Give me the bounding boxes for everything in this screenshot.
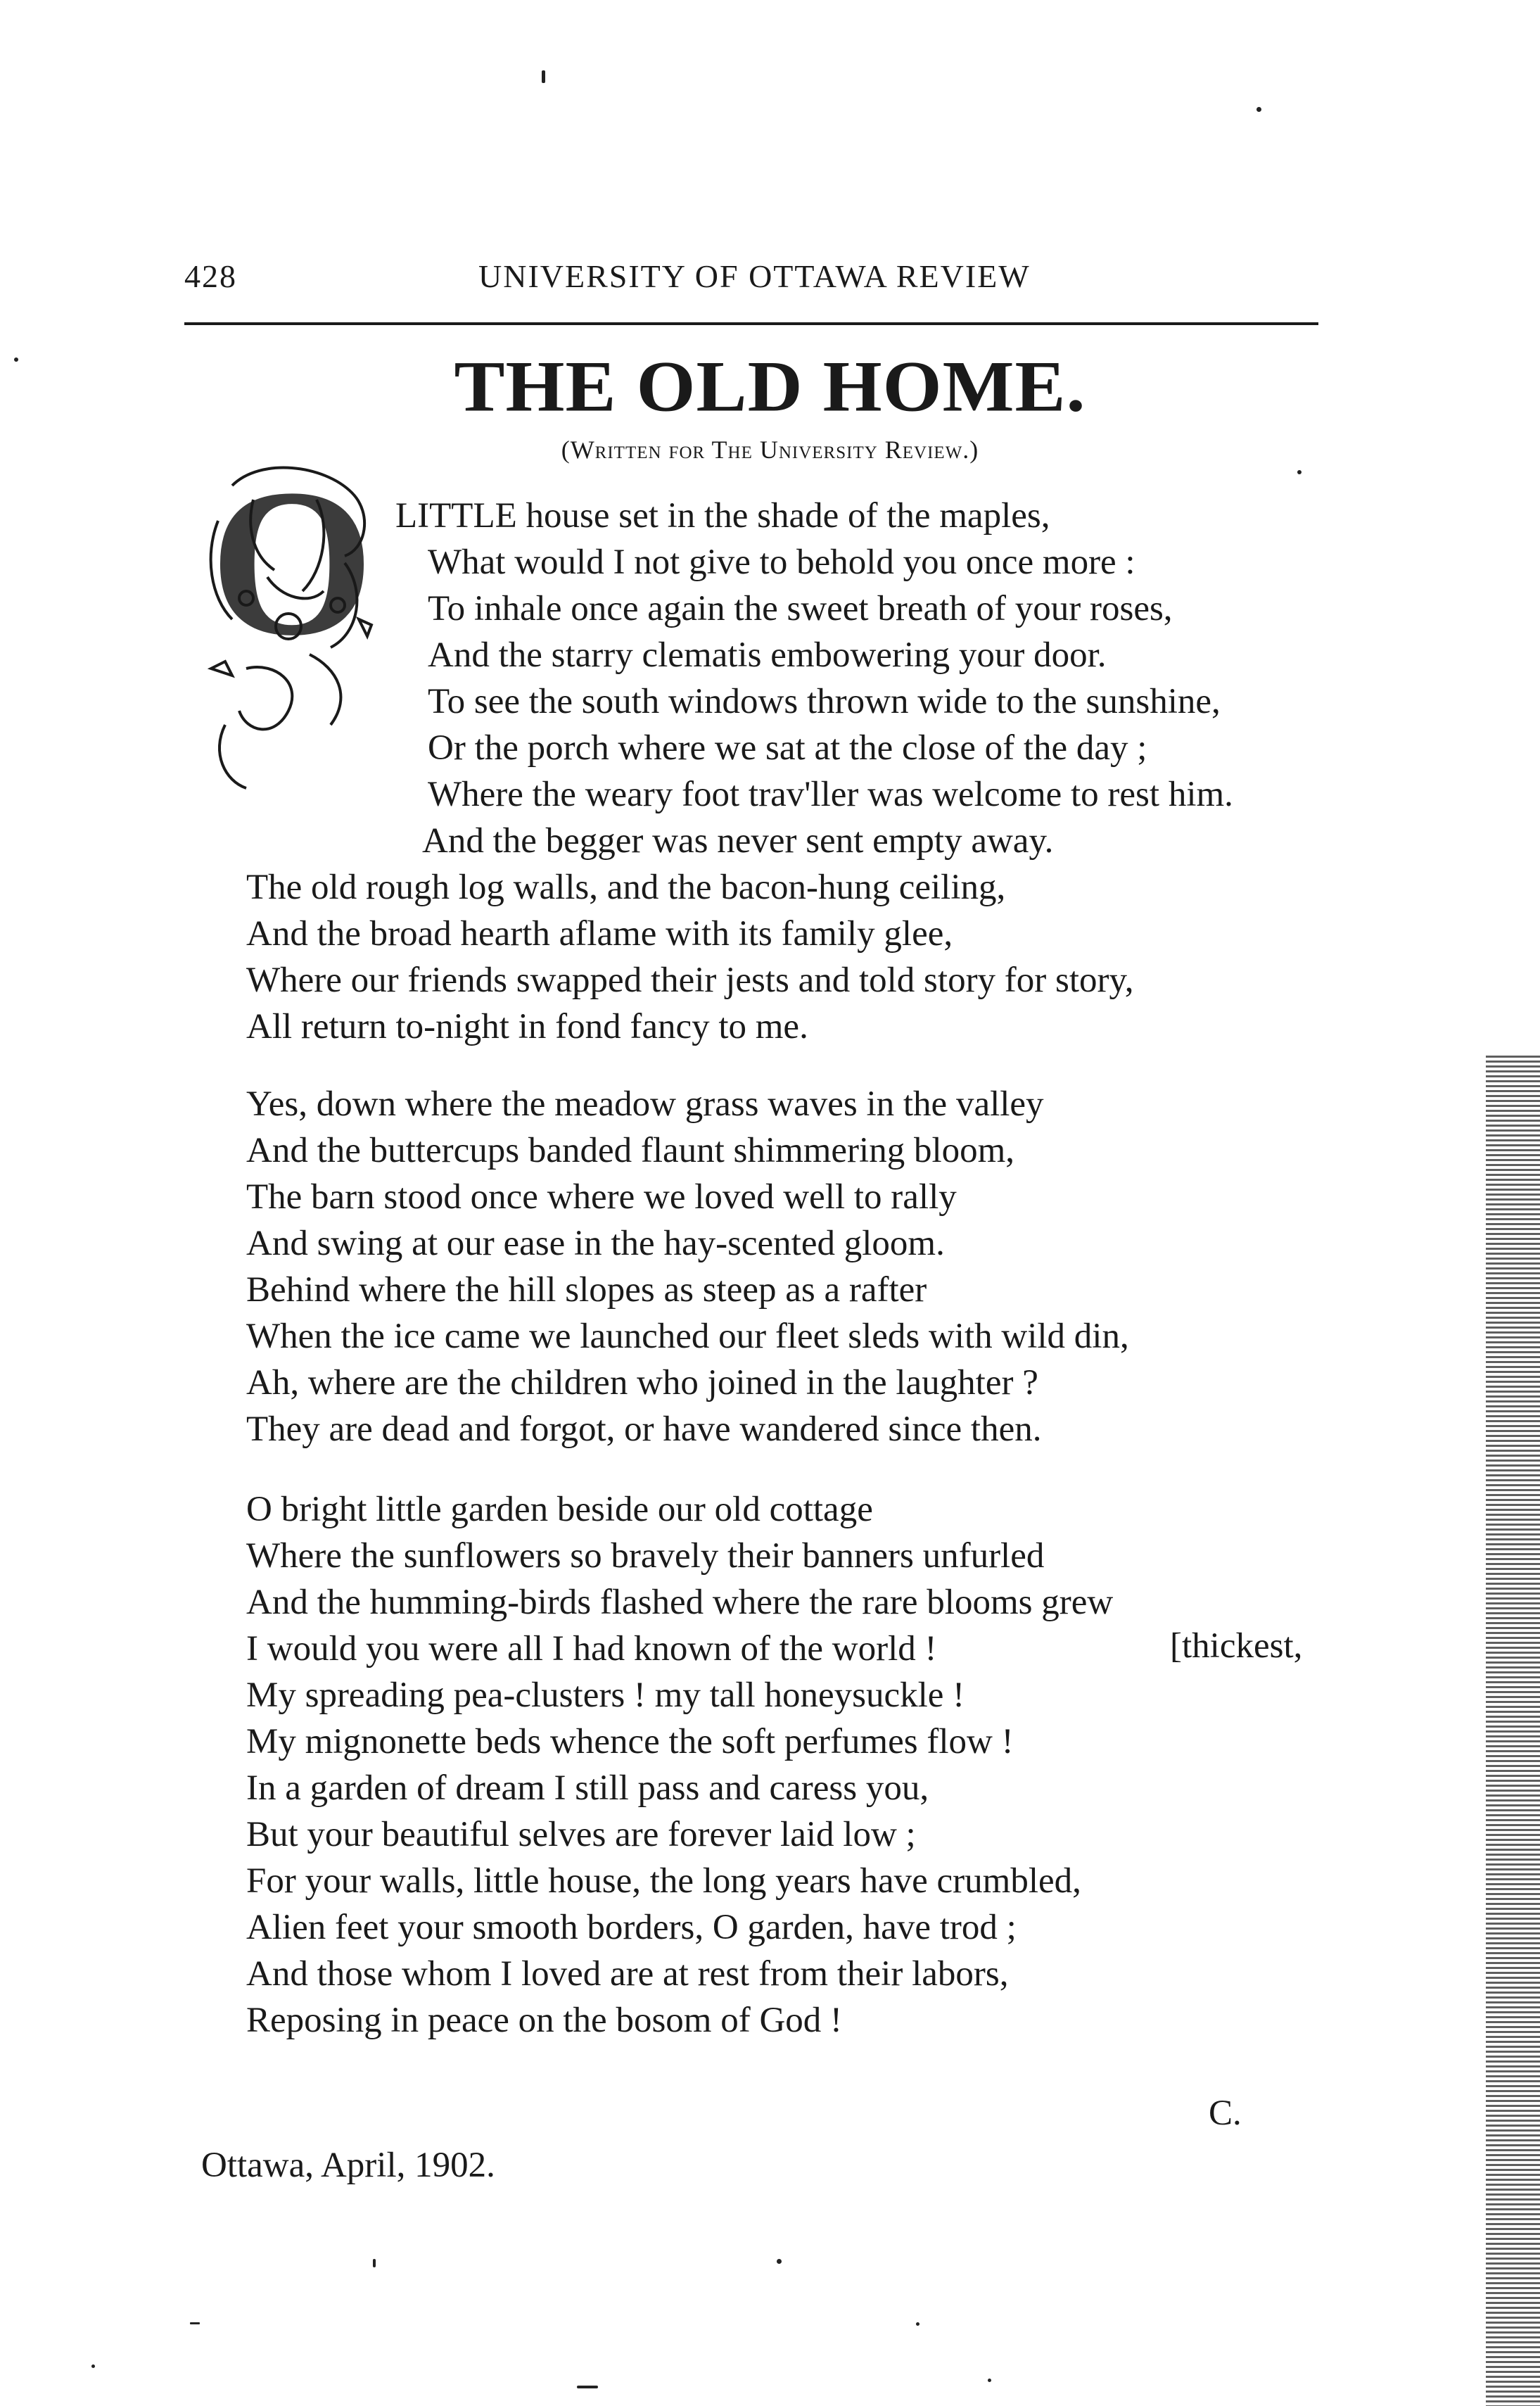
poem-line: And the starry clematis embowering your door. xyxy=(428,635,1107,675)
poem-line: And the begger was never sent empty away. xyxy=(422,821,1054,861)
scan-speck xyxy=(1256,107,1261,112)
turnover-word: [thickest, xyxy=(1170,1626,1303,1666)
poem-line: And the broad hearth aflame with its family glee, xyxy=(246,914,953,954)
scan-speck xyxy=(777,2259,782,2264)
poem-line: LITTLE house set in the shade of the maples, xyxy=(395,496,1050,536)
poem-line: Behind where the hill slopes as steep as a rafter xyxy=(246,1270,927,1310)
poem-line: All return to-night in fond fancy to me. xyxy=(246,1007,808,1046)
poem-line: For your walls, little house, the long years have crumbled, xyxy=(246,1861,1081,1901)
scan-speck xyxy=(91,2364,95,2368)
stanza-1 xyxy=(0,493,1233,1050)
scan-speck xyxy=(916,2322,919,2326)
poem-line: And those whom I loved are at rest from their labors, xyxy=(246,1954,1009,1994)
poem-line: Reposing in peace on the bosom of God ! xyxy=(246,2001,843,2040)
poem-line: What would I not give to behold you once more : xyxy=(428,543,1135,582)
stanza-2 xyxy=(246,1081,1129,1452)
poem-line: I would you were all I had known of the world ! xyxy=(246,1629,937,1669)
poem-line: O bright little garden beside our old cottage xyxy=(246,1490,873,1529)
poem-line: Where the weary foot trav'ller was welcome to rest him. xyxy=(428,775,1233,814)
poem-line: My spreading pea-clusters ! my tall honeysuckle ! xyxy=(246,1676,965,1715)
poem-line: And the humming-birds flashed where the rare blooms grew xyxy=(246,1583,1114,1622)
poem-line: My mignonette beds whence the soft perfumes flow ! xyxy=(246,1722,1014,1761)
stanza-3 xyxy=(246,1486,1113,2044)
scan-speck xyxy=(988,2379,991,2382)
poem-title: THE OLD HOME. xyxy=(454,347,1086,427)
poem-line: The barn stood once where we loved well to rally xyxy=(246,1177,957,1217)
poem-line: Yes, down where the meadow grass waves in the valley xyxy=(246,1084,1044,1124)
drop-cap-letter: O xyxy=(210,457,374,679)
poem-line: And the buttercups banded flaunt shimmering bloom, xyxy=(246,1131,1015,1170)
poem-line: In a garden of dream I still pass and caress you, xyxy=(246,1768,929,1808)
author-signature: C. xyxy=(1209,2094,1242,2133)
poem-line: Where the sunflowers so bravely their banners unfurled xyxy=(246,1536,1045,1576)
poem-line: The old rough log walls, and the bacon-hung ceiling, xyxy=(246,868,1006,907)
dateline: Ottawa, April, 1902. xyxy=(201,2146,495,2185)
poem-line: Or the porch where we sat at the close of the day ; xyxy=(428,728,1147,768)
poem-line: They are dead and forgot, or have wandered since then. xyxy=(246,1410,1042,1449)
running-head: UNIVERSITY OF OTTAWA REVIEW xyxy=(478,258,1031,294)
poem-line: And swing at our ease in the hay-scented gloom. xyxy=(246,1224,945,1263)
scan-speck xyxy=(542,70,545,83)
poem-line: To see the south windows thrown wide to the sunshine, xyxy=(428,682,1221,721)
poem-subtitle: (Written for The University Review.) xyxy=(561,436,979,464)
page-number: 428 xyxy=(184,258,237,294)
scanned-margin-edge xyxy=(1486,1056,1540,2406)
poem-line: Alien feet your smooth borders, O garden, have trod ; xyxy=(246,1908,1017,1947)
scan-speck xyxy=(14,357,18,362)
poem-line: To inhale once again the sweet breath of your roses, xyxy=(428,589,1173,628)
scan-speck xyxy=(190,2322,200,2324)
scan-speck xyxy=(1297,470,1302,474)
poem-line: Ah, where are the children who joined in the laughter ? xyxy=(246,1363,1038,1403)
poem-line: Where our friends swapped their jests and told story for story, xyxy=(246,961,1134,1000)
scan-speck xyxy=(373,2259,376,2267)
poem-line: But your beautiful selves are forever laid low ; xyxy=(246,1815,916,1854)
header-rule xyxy=(184,322,1318,325)
poem-line: When the ice came we launched our fleet sleds with wild din, xyxy=(246,1317,1129,1356)
scan-speck xyxy=(577,2386,598,2388)
